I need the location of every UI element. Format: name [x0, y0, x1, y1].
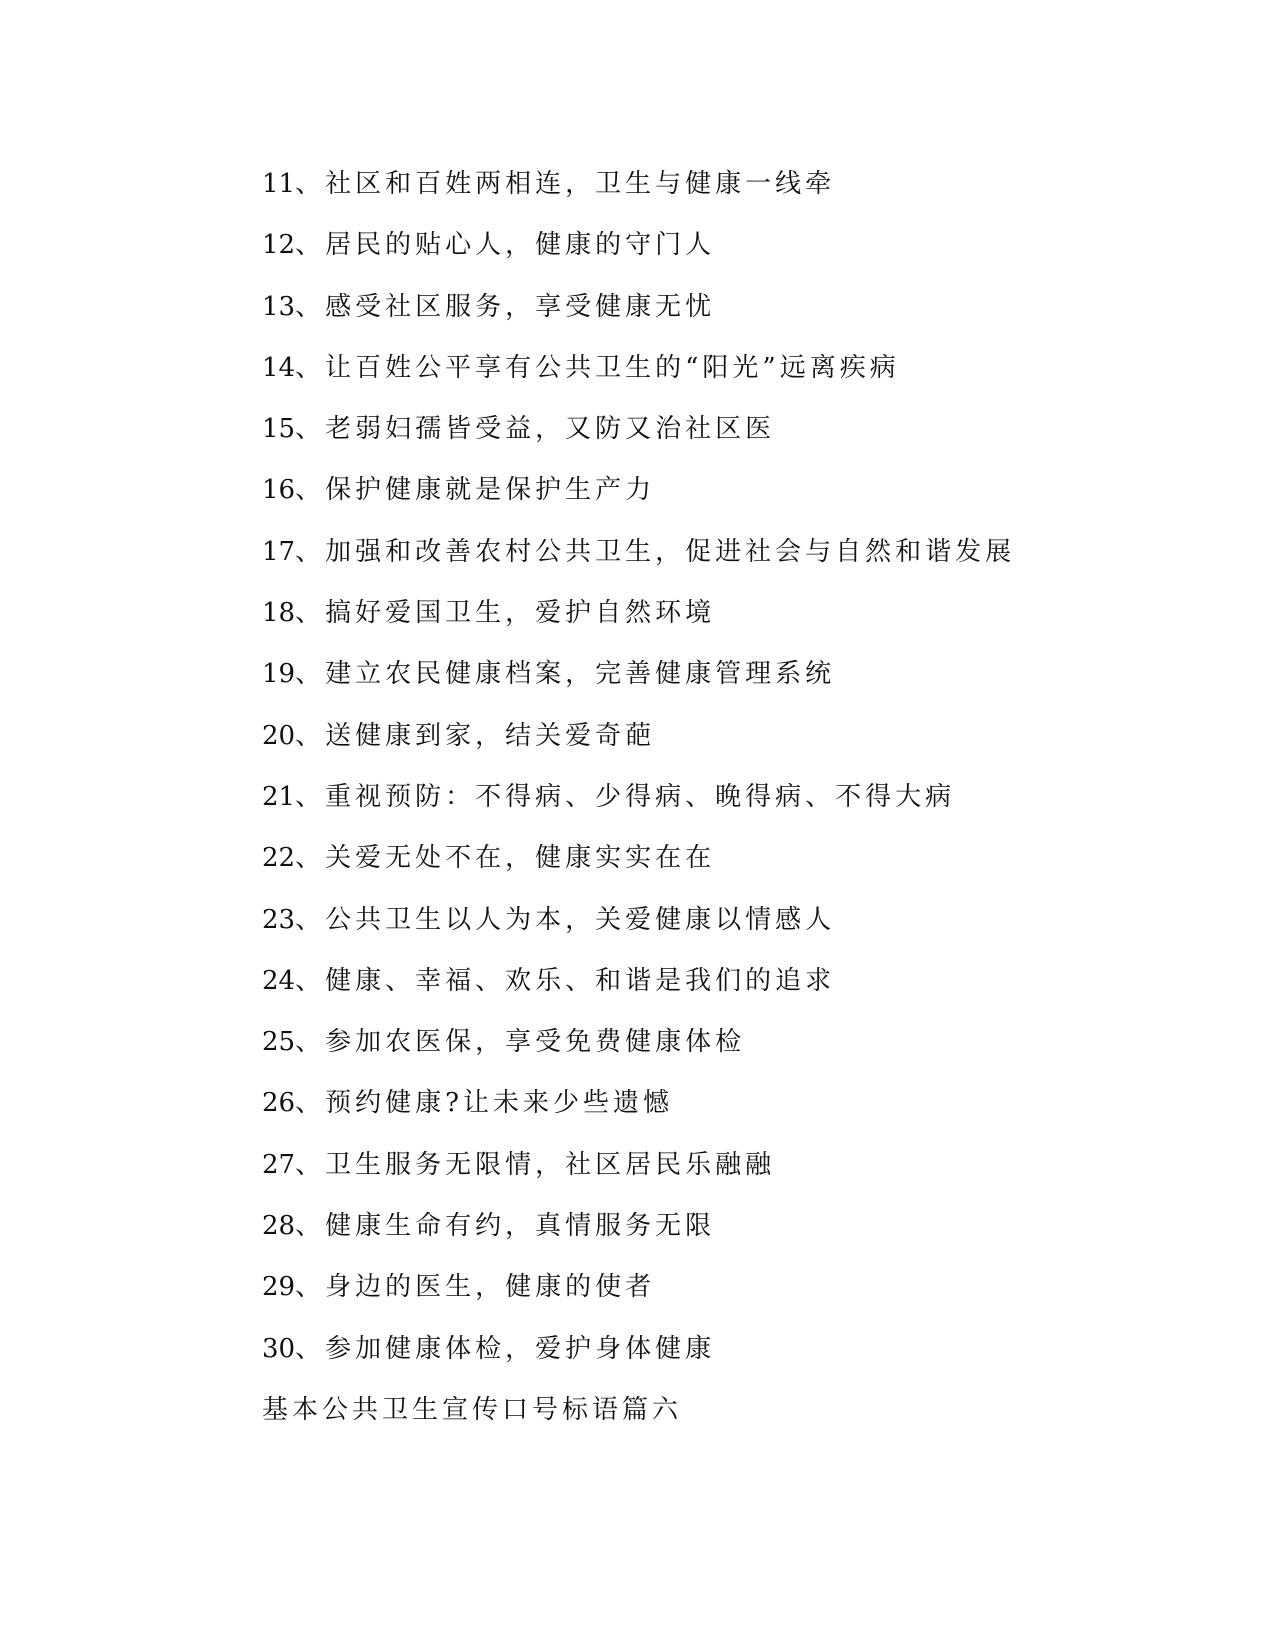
section-heading: 基本公共卫生宣传口号标语篇六: [262, 1394, 683, 1425]
item-number: 15: [262, 414, 296, 445]
item-separator: 、: [295, 414, 326, 445]
item-text: 健康、幸福、欢乐、和谐是我们的追求: [325, 965, 836, 996]
document-body: [262, 165, 1162, 1452]
list-item: [262, 1207, 1162, 1268]
item-separator: 、: [295, 1027, 326, 1058]
list-item: [262, 1146, 1162, 1207]
item-number: 14: [262, 352, 296, 383]
item-text: 重视预防：不得病、少得病、晚得病、不得大病: [325, 781, 956, 812]
item-number: 26: [262, 1088, 296, 1119]
item-text: 保护健康就是保护生产力: [325, 475, 656, 506]
item-text: 参加健康体检，爱护身体健康: [325, 1333, 716, 1364]
item-number: 18: [262, 598, 296, 629]
item-text: 感受社区服务，享受健康无忧: [325, 291, 716, 322]
item-number: 17: [262, 536, 296, 567]
list-item: [262, 533, 1162, 594]
item-text: 参加农医保，享受免费健康体检: [325, 1027, 746, 1058]
item-text: 居民的贴心人，健康的守门人: [325, 230, 716, 261]
item-separator: 、: [295, 169, 326, 199]
item-separator: 、: [295, 965, 326, 996]
item-text: 预约健康?让未来少些遗憾: [325, 1088, 674, 1119]
item-number: 22: [262, 843, 296, 874]
item-text: 老弱妇孺皆受益，又防又治社区医: [325, 414, 776, 445]
item-separator: 、: [295, 475, 326, 506]
item-number: 28: [262, 1211, 296, 1242]
list-item: [262, 594, 1162, 655]
list-item: [262, 410, 1162, 471]
list-item: [262, 165, 1162, 226]
list-item: [262, 962, 1162, 1023]
item-number: 13: [262, 291, 296, 322]
item-separator: 、: [295, 230, 326, 261]
item-separator: 、: [295, 598, 326, 629]
item-number: 24: [262, 965, 296, 996]
list-item: [262, 288, 1162, 349]
item-separator: 、: [295, 1211, 326, 1242]
item-separator: 、: [295, 843, 326, 874]
item-number: 11: [262, 169, 296, 199]
item-text: 送健康到家，结关爱奇葩: [325, 720, 656, 751]
list-item: [262, 471, 1162, 532]
item-separator: 、: [295, 904, 326, 935]
list-item: [262, 778, 1162, 839]
item-separator: 、: [295, 1149, 326, 1180]
list-item: [262, 655, 1162, 716]
item-number: 16: [262, 475, 296, 506]
list-item: [262, 901, 1162, 962]
item-text: 关爱无处不在，健康实实在在: [325, 843, 716, 874]
item-separator: 、: [295, 1272, 326, 1303]
item-text: 社区和百姓两相连，卫生与健康一线牵: [325, 169, 836, 199]
item-separator: 、: [295, 352, 326, 383]
item-number: 21: [262, 781, 296, 812]
item-number: 12: [262, 230, 296, 261]
list-item: [262, 717, 1162, 778]
list-item: [262, 349, 1162, 410]
item-separator: 、: [295, 536, 326, 567]
list-item: [262, 1330, 1162, 1391]
list-item: [262, 1023, 1162, 1084]
item-number: 23: [262, 904, 296, 935]
item-number: 27: [262, 1149, 296, 1180]
item-separator: 、: [295, 1088, 326, 1119]
item-number: 19: [262, 659, 296, 690]
item-text: 公共卫生以人为本，关爱健康以情感人: [325, 904, 836, 935]
item-number: 20: [262, 720, 296, 751]
item-text: 建立农民健康档案，完善健康管理系统: [325, 659, 836, 690]
item-text: 让百姓公平享有公共卫生的“阳光”远离疾病: [325, 352, 900, 383]
item-separator: 、: [295, 781, 326, 812]
item-text: 加强和改善农村公共卫生，促进社会与自然和谐发展: [325, 536, 1016, 567]
item-number: 30: [262, 1333, 296, 1364]
item-separator: 、: [295, 720, 326, 751]
list-item: [262, 1268, 1162, 1329]
item-separator: 、: [295, 1333, 326, 1364]
list-item: [262, 839, 1162, 900]
list-item: [262, 226, 1162, 287]
item-number: 29: [262, 1272, 296, 1303]
item-text: 卫生服务无限情，社区居民乐融融: [325, 1149, 776, 1180]
list-item: [262, 1084, 1162, 1145]
item-separator: 、: [295, 659, 326, 690]
item-separator: 、: [295, 291, 326, 322]
item-text: 搞好爱国卫生，爱护自然环境: [325, 598, 716, 629]
item-text: 身边的医生，健康的使者: [325, 1272, 656, 1303]
item-text: 健康生命有约，真情服务无限: [325, 1211, 716, 1242]
item-number: 25: [262, 1027, 296, 1058]
